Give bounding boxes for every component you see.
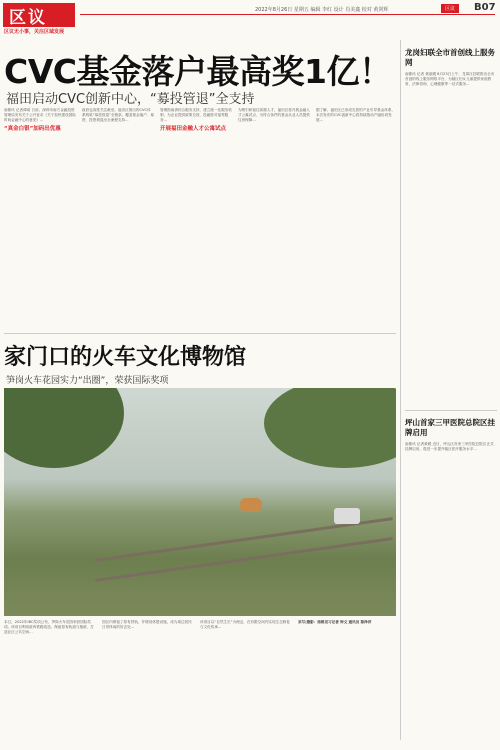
lead-column-2 — [82, 108, 154, 330]
page-tag: 区议 — [441, 4, 459, 13]
lead-column-1 — [4, 108, 76, 330]
section-banner — [3, 3, 75, 27]
section-rule — [4, 333, 396, 334]
dateline: 2022年8月26日 星期五 编辑 李红 设计 肖美鑫 校对 黄剑辉 — [255, 7, 389, 13]
side-story-2-title: 坪山首家三甲医院总院区挂牌启用 — [405, 418, 495, 437]
lead-col5-text: 据了解，福田区已形成完善的产业引导基金体系，本次发布的CVC创新中心将持续推动产融协同发展... — [316, 108, 396, 123]
feature-column-1: 本日，2022年IBC奖项公布，笋岗火车花园荣获国际奖项。该项目利用废弃铁路改造，保留原有轨道与植被，打造社区公共空间... — [4, 620, 94, 635]
feature-column-2: 园区内保留了原有铁轨，并增设休憩设施，成为周边居民日常休闲的好去处... — [102, 620, 192, 630]
feature-credit: 采写/摄影：南都见习记者 钟文 通讯员 陈泽洋 — [298, 620, 372, 624]
lead-col3-subhead: 开展福田金融人才公寓试点 — [160, 125, 227, 132]
lead-column-5 — [316, 108, 396, 330]
lead-column-3 — [160, 108, 232, 330]
bench-seat — [334, 508, 360, 524]
page-number: B07 — [474, 2, 496, 13]
lead-subheadline: 福田启动CVC创新中心，“募投管退”全支持 — [6, 92, 255, 107]
feature-column-4 — [298, 620, 396, 746]
section-slogan: 区议无小事，关注区域发展 — [4, 29, 65, 35]
lead-col1-text: 南都讯 记者谭诺 日前，深圳市南方金融投资管理局发布关于公开征求《关于加快建设国际时尚金融中心的意见》... — [4, 108, 76, 123]
feature-subheadline: 笋岗火车花园实力“出圈”，荣获国际奖项 — [6, 376, 169, 386]
dog-figure — [240, 498, 262, 512]
feature-headline: 家门口的火车文化博物馆 — [4, 345, 247, 370]
page-header — [0, 0, 500, 36]
lead-col4-text: 为吸引和留住高端人才，福田区将开展金融人才公寓试点，为符合条件的基金从业人员提供住房保障... — [238, 108, 310, 123]
tree-foliage — [4, 388, 124, 468]
lead-column-4 — [238, 108, 310, 330]
lead-col1-subhead: “真金白银”加码出优惠 — [4, 125, 61, 132]
lead-col3-text: 管理指南请综合服务支持，建立统一化服务机制，为企业提供政策兑现、投融资对接等服务... — [160, 108, 232, 123]
lead-headline: CVC基金落户最高奖1亿！ — [4, 52, 392, 91]
header-rule — [80, 14, 495, 15]
feature-column-3: 该项目以“自然生长”为理念，在有限空间内实现生态修复与文化传承... — [200, 620, 290, 630]
side-story-1-body: 南都讯 记者 黄丽媛 8月23日上午，龙岗区妇联推出全市首创的线上服务网络平台，为辖区妇女儿童提供家庭教育、法律咨询、心理健康等一站式服务... — [405, 72, 495, 87]
feature-photo — [4, 388, 396, 616]
side-story-1-title: 龙岗妇联全市首创线上服务网 — [405, 48, 495, 67]
side-story-2-body: 南都讯 记者黄媛 近日，坪山区首家三甲医院总院区正式挂牌启用，将进一步提升辖区医疗服务水平... — [405, 442, 494, 452]
lead-col2-text: 政府也高度关注截至。福田区推出的CVC体系构筑“募投管退”全链条，覆盖基金落户、募资、投资到退出全流程支持... — [82, 108, 154, 123]
section-title: 区议 — [9, 7, 47, 28]
rail-track — [95, 537, 392, 582]
side-rule — [405, 410, 497, 411]
sidebar-divider — [400, 40, 401, 740]
tree-foliage — [264, 388, 396, 468]
